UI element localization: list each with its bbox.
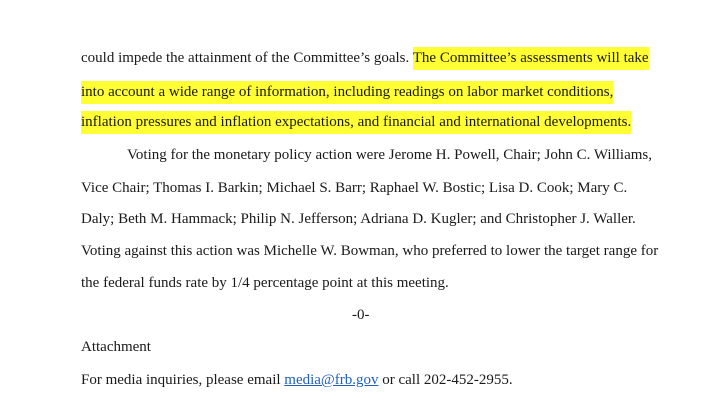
media-contact-line (81, 371, 513, 389)
paragraph-line (81, 49, 649, 67)
section-separator: -0- (352, 307, 370, 323)
paragraph-line: Daly; Beth M. Hammack; Philip N. Jefferson; Adriana D. Kugler; and Christopher J. Waller. (81, 211, 636, 227)
body-text: could impede the attainment of the Committee’s goals. (81, 50, 413, 66)
paragraph-line: Vice Chair; Thomas I. Barkin; Michael S. Barr; Raphael W. Bostic; Lisa D. Cook; Mary C. (81, 180, 628, 196)
highlighted-text: into account a wide range of information, including readings on labor market conditions, (81, 81, 613, 104)
highlighted-text: The Committee’s assessments will take (413, 47, 649, 70)
paragraph-line: Voting for the monetary policy action were Jerome H. Powell, Chair; John C. Williams, (127, 147, 652, 163)
highlighted-text: inflation pressures and inflation expectations, and financial and international developments. (81, 111, 631, 134)
media-prefix: For media inquiries, please email (81, 372, 285, 388)
paragraph-line: the federal funds rate by 1/4 percentage point at this meeting. (81, 275, 449, 291)
paragraph-line (81, 113, 631, 131)
media-suffix: or call 202-452-2955. (378, 372, 513, 388)
paragraph-line: Voting against this action was Michelle W. Bowman, who preferred to lower the target range for (81, 243, 659, 259)
paragraph-line (81, 83, 613, 101)
media-email-link[interactable]: media@frb.gov (284, 372, 379, 388)
attachment-heading: Attachment (81, 339, 151, 355)
